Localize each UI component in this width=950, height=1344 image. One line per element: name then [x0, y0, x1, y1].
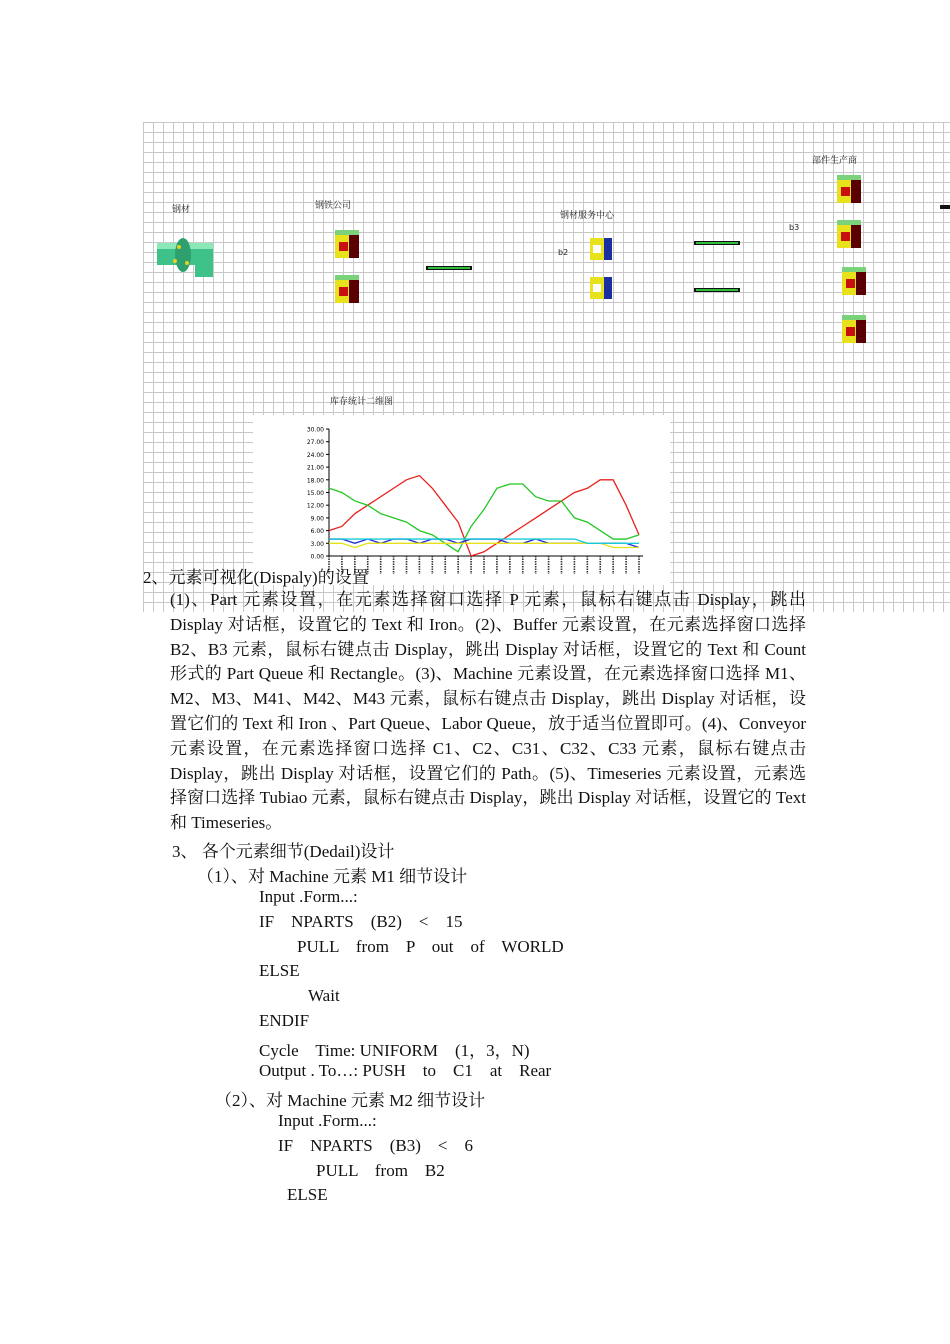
- section-2-paragraph: (1)、Part 元素设置，在元素选择窗口选择 P 元素，鼠标右键点击 Display，跳出 Display 对话框，设置它的 Text 和 Iron。(2)、Buffer 元素设置，在元素选择窗口选择 B2、B3 元素，鼠标右键点击 Display，跳出 Display 对话框，设置它的 Text 和 Count 形式的 Part Queue 和 Rectangle。(3)、Machine 元素设置，在元素选择窗口选择 M1、M2、M3、M41、M42、M43 元素，鼠标右键点击 Display，跳出 Display 对话框，设置它们的 Text 和 Iron 、Part Queue、Labor Queue，放于适当位置即可。(4)、Conveyor 元素设置，在元素选择窗口选择 C1、C2、C31、C32、C33 元素，鼠标右键点击 Display，跳出 Display 对话框，设置它们的 Path。(5)、Timeseries 元素设置，元素选择窗口选择 Tubiao 元素，鼠标右键点击 Display，跳出 Display 对话框，设置它的 Text 和 Timeseries。: [170, 590, 806, 833]
- code-line: ELSE: [259, 961, 300, 980]
- machine-icon: [588, 275, 614, 303]
- machine-icon: [840, 267, 870, 299]
- y-tick-label: 27.00: [306, 439, 324, 447]
- conveyor-icon: [694, 286, 742, 294]
- label-steel-company: 钢铁公司: [315, 201, 352, 211]
- y-tick-label: 24.00: [306, 451, 324, 459]
- y-tick-label: 18.00: [306, 477, 324, 485]
- y-tick-label: 12.00: [306, 502, 324, 510]
- y-tick-label: 3.00: [310, 540, 324, 548]
- code-line: Output . To…: PUSH to C1 at Rear: [259, 1061, 552, 1080]
- section-heading-3: 3、 各个元素细节(Dedail)设计: [172, 842, 395, 861]
- machine-icon: [835, 220, 865, 252]
- conveyor-icon: [940, 203, 950, 211]
- code-line: IF NPARTS (B3) < 6: [278, 1136, 473, 1155]
- label-b2: b2: [558, 248, 569, 257]
- section-heading-2: 2、元素可视化(Dispaly)的设置: [143, 568, 369, 587]
- inventory-chart-svg: [253, 415, 670, 585]
- chart-title: 库存统计二维图: [330, 397, 394, 407]
- label-parts-maker: 部件生产商: [812, 156, 858, 166]
- code-line: Input .Form...:: [278, 1111, 377, 1130]
- code-line: ELSE: [287, 1185, 328, 1204]
- y-tick-label: 9.00: [310, 515, 324, 523]
- y-tick-label: 21.00: [306, 464, 324, 472]
- y-tick-label: 15.00: [306, 490, 324, 497]
- code-line: Wait: [308, 986, 340, 1005]
- label-steel: 钢材: [172, 205, 191, 215]
- code-line: PULL from B2: [316, 1161, 445, 1180]
- conveyor-icon: [426, 264, 474, 272]
- subheading-m1: （1）、对 Machine 元素 M1 细节设计: [197, 867, 468, 886]
- code-line: Input .Form...:: [259, 887, 358, 906]
- y-tick-label: 6.00: [310, 528, 324, 536]
- label-service-center: 钢材服务中心: [560, 211, 615, 221]
- code-line: ENDIF: [259, 1011, 310, 1030]
- machine-icon: [588, 236, 614, 264]
- machine-icon: [835, 175, 865, 207]
- code-line: PULL from P out of WORLD: [297, 937, 564, 956]
- y-tick-label: 0.00: [310, 553, 324, 561]
- steel-pipe-icon: [157, 235, 217, 279]
- subheading-m2: （2）、对 Machine 元素 M2 细节设计: [215, 1091, 486, 1110]
- machine-icon: [840, 315, 870, 347]
- conveyor-icon: [694, 239, 742, 247]
- code-line: Cycle Time: UNIFORM (1，3，N): [259, 1041, 530, 1060]
- label-b3: b3: [789, 223, 800, 232]
- code-line: IF NPARTS (B2) < 15: [259, 912, 463, 931]
- inventory-chart: [253, 415, 670, 585]
- machine-icon: [333, 275, 363, 307]
- y-tick-label: 30.00: [306, 426, 324, 434]
- machine-icon: [333, 230, 363, 262]
